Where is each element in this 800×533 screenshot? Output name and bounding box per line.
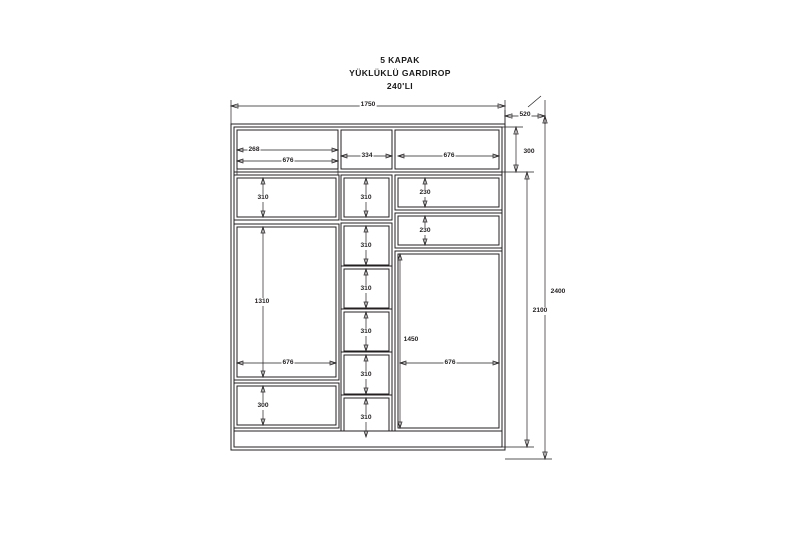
top-compartment-right	[395, 130, 499, 169]
dim-label-mid-drawer-1: 310	[360, 194, 372, 201]
left-hanging-section-inner	[237, 227, 336, 377]
dim-label-left-shelf-width: 676	[282, 157, 294, 164]
left-drawer-upper-front	[237, 178, 336, 217]
dim-label-mid-drawer-2: 310	[360, 242, 372, 249]
dim-label-overall-width: 1750	[360, 101, 376, 108]
title-line-2: YÜKLÜKLÜ GARDIROP	[349, 68, 451, 78]
dim-label-left-tall-height: 1310	[254, 298, 270, 305]
dim-label-body-height: 2100	[532, 307, 548, 314]
right-shelf-2-inner	[398, 216, 499, 245]
dim-overall-height	[505, 116, 552, 459]
left-bottom-compartment-inner	[237, 386, 336, 425]
dim-label-left-drawer-height: 310	[257, 194, 269, 201]
dim-label-overall-height: 2400	[550, 288, 566, 295]
dim-label-mid-drawer-6: 310	[360, 414, 372, 421]
dim-label-top-box-height: 300	[523, 148, 535, 155]
dim-label-left-bottom-height: 300	[257, 402, 269, 409]
dim-label-mid-drawer-5: 310	[360, 371, 372, 378]
dim-label-right-shelf-1: 230	[419, 189, 431, 196]
dim-label-right-bottom-width: 676	[444, 359, 456, 366]
dim-label-right-shelf-width: 676	[443, 152, 455, 159]
dim-label-mid-drawer-4: 310	[360, 328, 372, 335]
title-line-3: 240'LI	[386, 81, 414, 91]
dim-label-left-top-inner: 268	[248, 146, 260, 153]
dim-label-left-mid-width: 676	[282, 359, 294, 366]
dim-label-right-tall-height: 1450	[403, 336, 419, 343]
dim-label-side-width: 520	[519, 111, 531, 118]
plinth	[234, 431, 502, 447]
dim-label-mid-drawer-3: 310	[360, 285, 372, 292]
title-line-1: 5 KAPAK	[380, 55, 420, 65]
dim-body-height	[502, 172, 534, 447]
dim-side-width	[505, 96, 545, 124]
top-compartment-middle	[341, 130, 392, 169]
dim-label-right-shelf-2: 230	[419, 227, 431, 234]
right-shelf-1-inner	[398, 178, 499, 207]
dim-label-mid-shelf-width: 334	[361, 152, 373, 159]
